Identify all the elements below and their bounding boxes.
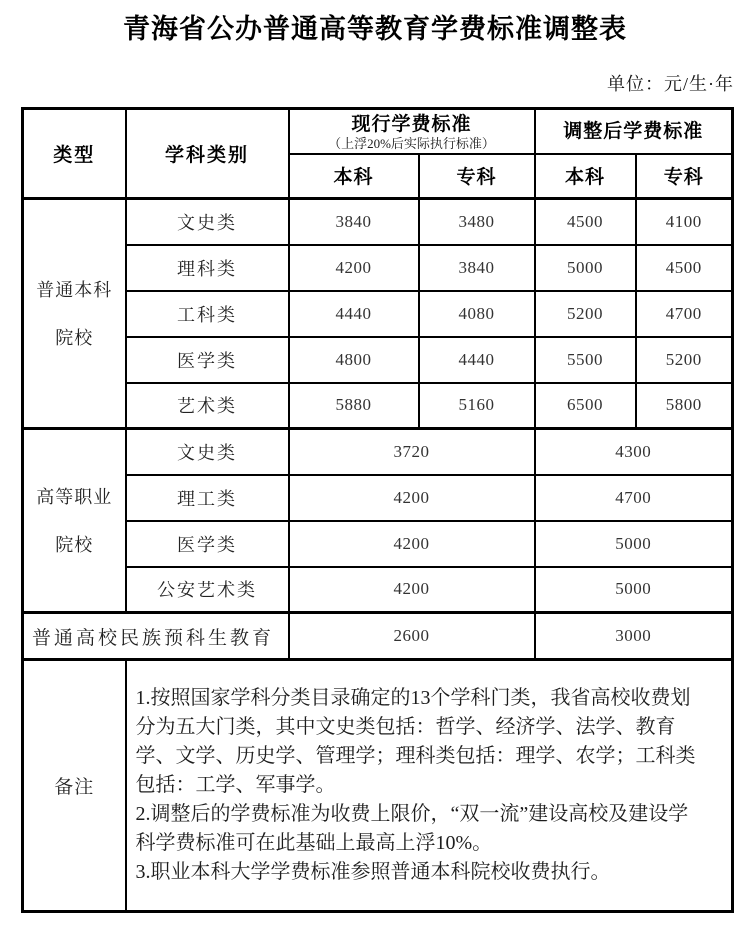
value-cell: 3840 [419, 245, 535, 291]
remark-body [126, 660, 733, 912]
value-cell: 4700 [535, 475, 733, 521]
header-adjusted-college: 专科 [636, 154, 733, 199]
value-cell: 4440 [419, 337, 535, 383]
value-cell: 3000 [535, 613, 733, 660]
value-cell: 6500 [535, 383, 636, 429]
tuition-fee-table [21, 107, 734, 913]
value-cell: 4080 [419, 291, 535, 337]
header-current-undergrad: 本科 [289, 154, 419, 199]
value-cell: 5000 [535, 567, 733, 613]
header-current-college: 专科 [419, 154, 535, 199]
value-cell: 4800 [289, 337, 419, 383]
table-row [23, 337, 733, 383]
remark-note-1: 1.按照国家学科分类目录确定的13个学科门类，我省高校收费划分为五大门类，其中文史类包括：哲学、经济学、法学、教育学、文学、历史学、管理学；理科类包括：理学、农学；工科类包括：工学、军事学。 [135, 687, 696, 796]
value-cell: 4200 [289, 521, 535, 567]
table-row [23, 475, 733, 521]
value-cell: 5200 [535, 291, 636, 337]
table-row [23, 245, 733, 291]
header-current-standard-title: 现行学费标准 [351, 113, 472, 135]
table-row [23, 521, 733, 567]
group-vocational-colleges-label: 高等职业院校 [23, 429, 126, 613]
value-cell: 5880 [289, 383, 419, 429]
header-adjusted-undergrad: 本科 [535, 154, 636, 199]
value-cell: 2600 [289, 613, 535, 660]
table-row-preparatory-education [23, 613, 733, 660]
table-row [23, 429, 733, 475]
table-row [23, 199, 733, 245]
value-cell: 5200 [636, 337, 733, 383]
value-cell: 4200 [289, 245, 419, 291]
subject-cell: 公安艺术类 [126, 567, 289, 613]
remark-label: 备注 [23, 660, 126, 912]
remark-row [23, 660, 733, 912]
remark-note-3: 3.职业本科大学学费标准参照普通本科院校收费执行。 [135, 861, 611, 883]
subject-cell: 理工类 [126, 475, 289, 521]
table-row [23, 291, 733, 337]
page-title: 青海省公办普通高等教育学费标准调整表 [123, 14, 627, 44]
subject-cell: 文史类 [126, 429, 289, 475]
table-row [23, 383, 733, 429]
value-cell: 5000 [535, 521, 733, 567]
header-current-standard-note: （上浮20%后实际执行标准） [328, 135, 495, 151]
value-cell: 3840 [289, 199, 419, 245]
subject-cell: 医学类 [126, 521, 289, 567]
header-subject-category: 学科类别 [126, 109, 289, 199]
value-cell: 3720 [289, 429, 535, 475]
subject-cell: 医学类 [126, 337, 289, 383]
value-cell: 4440 [289, 291, 419, 337]
header-row-1 [23, 109, 733, 154]
value-cell: 4200 [289, 567, 535, 613]
value-cell: 3480 [419, 199, 535, 245]
subject-cell: 理科类 [126, 245, 289, 291]
subject-cell: 文史类 [126, 199, 289, 245]
group-undergrad-colleges-label: 普通本科院校 [23, 199, 126, 429]
value-cell: 5800 [636, 383, 733, 429]
value-cell: 4200 [289, 475, 535, 521]
value-cell: 4300 [535, 429, 733, 475]
value-cell: 5000 [535, 245, 636, 291]
document-page [0, 7, 750, 933]
remark-note-2: 2.调整后的学费标准为收费上限价，“双一流”建设高校及建设学科学费标准可在此基础上最高上浮10%。 [135, 803, 689, 854]
header-adjusted-standard [535, 109, 733, 154]
value-cell: 4500 [636, 245, 733, 291]
subject-cell: 工科类 [126, 291, 289, 337]
value-cell: 5160 [419, 383, 535, 429]
value-cell: 4500 [535, 199, 636, 245]
unit-label: 单位：元/生·年 [607, 74, 734, 94]
header-current-standard [289, 109, 535, 154]
header-adjusted-standard-title: 调整后学费标准 [563, 121, 704, 143]
preparatory-education-label: 普通高校民族预科生教育 [23, 613, 289, 660]
value-cell: 4100 [636, 199, 733, 245]
value-cell: 5500 [535, 337, 636, 383]
value-cell: 4700 [636, 291, 733, 337]
header-type: 类型 [23, 109, 126, 199]
table-row [23, 567, 733, 613]
subject-cell: 艺术类 [126, 383, 289, 429]
